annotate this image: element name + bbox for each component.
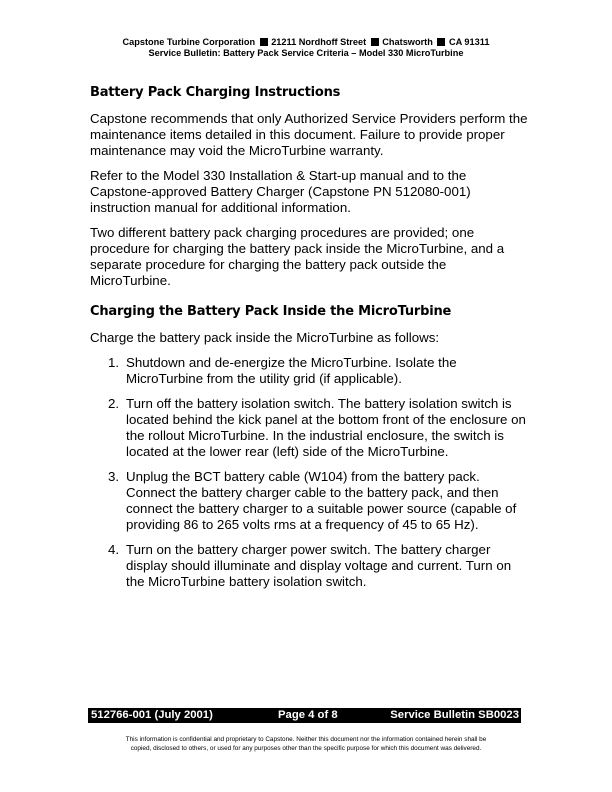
section-heading-charging-instructions: Battery Pack Charging Instructions (90, 85, 341, 100)
step-text: Unplug the BCT battery cable (W104) from the battery pack. Connect the battery charger cable to the battery pack, and then connect the battery charger to a suitable power source (capable of providing 86 to 265 volts rms at a frequency of 45 to 65 Hz). (126, 469, 517, 532)
paragraph-authorized-providers: Capstone recommends that only Authorized Service Providers perform the maintenance items detailed in this document. Failure to provide proper maintenance may void the MicroTurbine warranty. (90, 111, 528, 158)
company-name: Capstone Turbine Corporation (122, 37, 256, 47)
bulletin-subtitle: Service Bulletin: Battery Pack Service Criteria – Model 330 MicroTurbine (148, 48, 464, 58)
step-text: Shutdown and de-energize the MicroTurbine. Isolate the MicroTurbine from the utility grid (if applicable). (126, 355, 457, 386)
step-text: Turn off the battery isolation switch. The battery isolation switch is located behind the kick panel at the bottom front of the enclosure on the rollout MicroTurbine. In the industrial enclosure, the switch is located at the lower rear (left) side of the MicroTurbine. (126, 396, 526, 459)
page-number: Page 4 of 8 (278, 709, 338, 721)
footer-bar (88, 708, 521, 723)
state-zip: CA 91311 (448, 37, 490, 47)
procedure-step (90, 396, 530, 460)
black-square-icon (371, 38, 379, 46)
company-address-line (0, 37, 612, 48)
procedure-step (90, 469, 530, 533)
procedure-step (90, 355, 530, 387)
black-square-icon (437, 38, 445, 46)
procedure-steps-list (90, 355, 530, 590)
paragraph-two-procedures: Two different battery pack charging procedures are provided; one procedure for charging the battery pack inside the MicroTurbine, and a separate procedure for charging the battery pack outside the MicroTurbine. (90, 225, 505, 288)
step-number: 3. (108, 469, 120, 484)
page-header (0, 37, 612, 59)
confidentiality-notice (0, 735, 612, 753)
step-number: 2. (108, 396, 120, 411)
step-number: 1. (108, 355, 120, 370)
paragraph-reference-manuals: Refer to the Model 330 Installation & Start-up manual and to the Capstone-approved Battery Charger (Capstone PN 512080-001) instruction manual for additional information. (90, 168, 471, 215)
step-text: Turn on the battery charger power switch. The battery charger display should illuminate and display voltage and current. Turn on the MicroTurbine battery isolation switch. (126, 542, 512, 589)
procedure-intro: Charge the battery pack inside the MicroTurbine as follows: (90, 330, 440, 345)
confidentiality-line-2: copied, disclosed to others, or used for any purposes other than the specific purpose for which this document was delivered. (130, 745, 482, 752)
street-address: 21211 Nordhoff Street (271, 37, 367, 47)
city: Chatsworth (382, 37, 433, 47)
step-number: 4. (108, 542, 120, 557)
bulletin-number: Service Bulletin SB0023 (390, 709, 519, 721)
section-heading-charging-inside: Charging the Battery Pack Inside the MicroTurbine (90, 304, 452, 319)
confidentiality-line-1: This information is confidential and proprietary to Capstone. Neither this document nor the information contained herein shall be (125, 736, 487, 743)
document-body (90, 84, 530, 599)
black-square-icon (260, 38, 268, 46)
document-number: 512766-001 (July 2001) (91, 709, 213, 721)
procedure-step (90, 542, 530, 590)
